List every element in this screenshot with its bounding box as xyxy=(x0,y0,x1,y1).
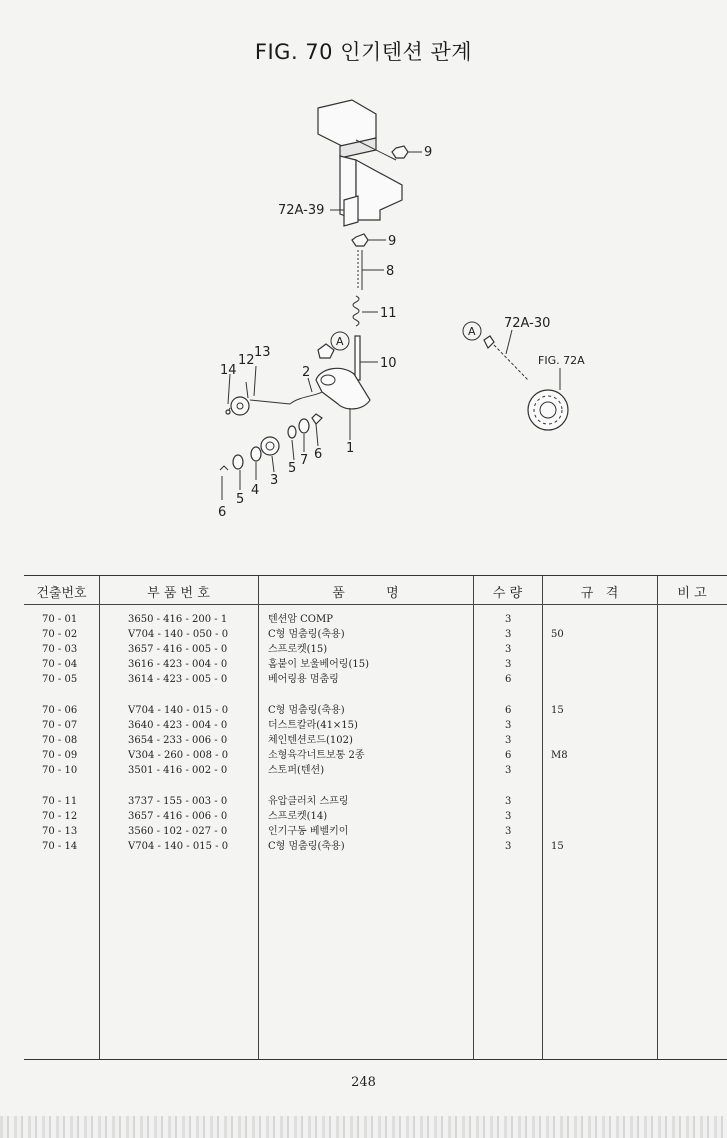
sprocket-small xyxy=(318,344,334,358)
callout-11: 11 xyxy=(380,306,397,321)
cell-item-number: 70 - 04 xyxy=(42,659,78,670)
header-part-name: 품 명 xyxy=(332,586,399,601)
cell-part-number: V704 - 140 - 015 - 0 xyxy=(128,705,229,716)
cell-part-name: 체인텐션로드(102) xyxy=(268,735,353,746)
callout-8: 8 xyxy=(386,264,395,279)
cell-part-name: C형 멈춤링(축용) xyxy=(268,841,345,852)
cell-part-number: 3640 - 423 - 004 - 0 xyxy=(128,720,228,731)
cell-part-number: 3657 - 416 - 005 - 0 xyxy=(128,644,228,655)
cell-part-number: 3657 - 416 - 006 - 0 xyxy=(128,811,228,822)
cell-quantity: 3 xyxy=(505,614,512,625)
cell-spec: 50 xyxy=(551,629,564,640)
cell-quantity: 3 xyxy=(505,796,512,807)
tension-rod xyxy=(358,250,384,290)
reference-marker-a: A xyxy=(336,335,344,348)
table-row xyxy=(24,612,727,627)
header-quantity: 수 량 xyxy=(492,586,523,601)
cell-item-number: 70 - 09 xyxy=(42,750,78,761)
page-title: FIG. 70 인기텐션 관계 xyxy=(254,40,473,64)
table-row xyxy=(24,657,727,672)
cell-quantity: 3 xyxy=(505,720,512,731)
cell-item-number: 70 - 05 xyxy=(42,674,78,685)
header-part-number: 부 품 번 호 xyxy=(147,586,210,601)
callout-13: 13 xyxy=(254,345,271,360)
callout-3: 3 xyxy=(270,473,279,488)
callout-5-right: 5 xyxy=(288,461,297,476)
callout-7: 7 xyxy=(300,453,309,468)
table-row xyxy=(24,824,727,839)
nut-icon xyxy=(392,146,422,158)
cell-quantity: 6 xyxy=(505,674,512,685)
callout-14: 14 xyxy=(220,363,237,378)
cell-item-number: 70 - 02 xyxy=(42,629,78,640)
table-row xyxy=(24,839,727,854)
cell-part-number: 3616 - 423 - 004 - 0 xyxy=(128,659,228,670)
cell-quantity: 3 xyxy=(505,629,512,640)
callout-9-top: 9 xyxy=(424,145,433,160)
cell-part-number: V704 - 140 - 050 - 0 xyxy=(128,629,229,640)
callout-72a-39: 72A-39 xyxy=(278,203,325,218)
cell-item-number: 70 - 10 xyxy=(42,765,78,776)
callout-4: 4 xyxy=(251,483,260,498)
cell-part-name: 베어링용 멈춤링 xyxy=(268,674,339,685)
cell-item-number: 70 - 03 xyxy=(42,644,78,655)
table-row xyxy=(24,672,727,687)
cell-item-number: 70 - 06 xyxy=(42,705,78,716)
cell-quantity: 3 xyxy=(505,826,512,837)
header-spec: 규 격 xyxy=(580,586,619,601)
cell-quantity: 3 xyxy=(505,811,512,822)
cell-part-name: 인기구동 베벨키이 xyxy=(268,826,349,837)
cell-item-number: 70 - 12 xyxy=(42,811,78,822)
callout-9-mid: 9 xyxy=(388,234,397,249)
cell-part-name: 텐션암 COMP xyxy=(268,614,333,625)
cell-item-number: 70 - 01 xyxy=(42,614,78,625)
table-row xyxy=(24,794,727,809)
cell-quantity: 3 xyxy=(505,644,512,655)
table-row xyxy=(24,627,727,642)
cell-part-name: C형 멈춤링(축용) xyxy=(268,629,345,640)
cell-part-name: 스토퍼(텐션) xyxy=(268,765,325,776)
cell-part-name: 홈붙이 보울베어링(15) xyxy=(268,659,369,670)
table-row xyxy=(24,748,727,763)
cell-part-number: V704 - 140 - 015 - 0 xyxy=(128,841,229,852)
chain-link xyxy=(484,330,528,380)
table-row xyxy=(24,642,727,657)
table-row xyxy=(24,733,727,748)
spring xyxy=(353,296,378,326)
nut-icon xyxy=(352,234,386,246)
cell-quantity: 3 xyxy=(505,659,512,670)
cell-quantity: 3 xyxy=(505,735,512,746)
scan-edge-artifact xyxy=(0,1116,727,1138)
callout-6-left: 6 xyxy=(218,505,227,520)
cell-quantity: 6 xyxy=(505,705,512,716)
cell-spec: M8 xyxy=(551,750,568,761)
cell-part-number: V304 - 260 - 008 - 0 xyxy=(128,750,229,761)
cell-part-number: 3614 - 423 - 005 - 0 xyxy=(128,674,228,685)
table-row xyxy=(24,703,727,718)
stopper xyxy=(355,336,360,380)
cell-spec: 15 xyxy=(551,705,564,716)
cell-item-number: 70 - 13 xyxy=(42,826,78,837)
cell-item-number: 70 - 11 xyxy=(42,796,78,807)
table-row xyxy=(24,809,727,824)
callout-5-left: 5 xyxy=(236,492,245,507)
header-item-number: 건출번호 xyxy=(36,586,87,601)
cell-quantity: 6 xyxy=(505,750,512,761)
cell-quantity: 3 xyxy=(505,765,512,776)
cell-item-number: 70 - 08 xyxy=(42,735,78,746)
table-row xyxy=(24,763,727,778)
cell-part-name: 스프로켓(14) xyxy=(268,811,328,822)
cell-part-name: C형 멈춤링(축용) xyxy=(268,705,345,716)
callout-1: 1 xyxy=(346,441,355,456)
cell-quantity: 3 xyxy=(505,841,512,852)
cell-part-name: 소형육각너트보통 2종 xyxy=(268,750,365,761)
cell-part-number: 3654 - 233 - 006 - 0 xyxy=(128,735,228,746)
exploded-parts-diagram xyxy=(0,80,727,530)
cell-part-name: 유압클러치 스프링 xyxy=(268,796,349,807)
table-header xyxy=(24,576,727,605)
frame-bracket xyxy=(318,100,402,226)
cell-part-number: 3560 - 102 - 027 - 0 xyxy=(128,826,228,837)
callout-12: 12 xyxy=(238,353,255,368)
cell-part-name: 스프로켓(15) xyxy=(268,644,328,655)
cell-item-number: 70 - 14 xyxy=(42,841,78,852)
page-number: 248 xyxy=(351,1075,376,1090)
cell-part-name: 더스트칼라(41×15) xyxy=(268,720,358,731)
cell-item-number: 70 - 07 xyxy=(42,720,78,731)
sprocket-gear-icon xyxy=(528,368,568,430)
table-row xyxy=(24,718,727,733)
cell-part-number: 3501 - 416 - 002 - 0 xyxy=(128,765,228,776)
callout-6-right: 6 xyxy=(314,447,323,462)
header-remarks: 비 고 xyxy=(677,586,707,601)
callout-2: 2 xyxy=(302,365,311,380)
callout-fig-72a: FIG. 72A xyxy=(538,354,585,367)
cell-spec: 15 xyxy=(551,841,564,852)
cell-part-number: 3650 - 416 - 200 - 1 xyxy=(128,614,228,625)
callout-72a-30: 72A-30 xyxy=(504,316,551,331)
cell-part-number: 3737 - 155 - 003 - 0 xyxy=(128,796,228,807)
callout-10: 10 xyxy=(380,356,397,371)
reference-marker-a-right: A xyxy=(468,325,476,338)
parts-table xyxy=(24,575,727,1060)
